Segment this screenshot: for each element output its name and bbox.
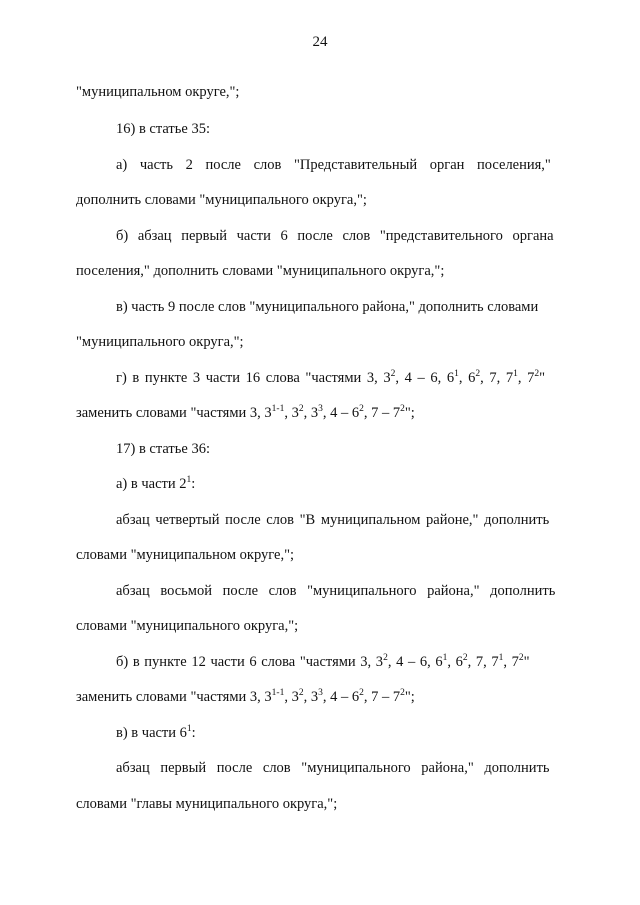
paragraph-line: а) часть 2 после слов "Представительный орган поселения,": [116, 157, 551, 173]
paragraph-line: в) часть 9 после слов "муниципального района," дополнить словами: [116, 299, 539, 315]
paragraph-line: в) в части $6^1$:: [116, 724, 196, 741]
paragraph-line: поселения," дополнить словами "муниципального округа,";: [76, 263, 445, 279]
paragraph-line: г) в пункте 3 части 16 слова "частями 3, $3^2$, 4 – 6, $6^1$, $6^2$, 7, $7^1$, $7^2$": [116, 369, 546, 386]
paragraph-line: абзац восьмой после слов "муниципального района," дополнить: [116, 583, 556, 599]
paragraph-line: дополнить словами "муниципального округа,";: [76, 192, 367, 208]
paragraph-line: а) в части $2^1$:: [116, 475, 196, 492]
paragraph-line: б) абзац первый части 6 после слов "представительного органа: [116, 228, 554, 244]
paragraph-line: абзац четвертый после слов "В муниципальном районе," дополнить: [116, 512, 550, 528]
paragraph-line: абзац первый после слов "муниципального района," дополнить: [116, 760, 550, 776]
page-number: 24: [312, 34, 328, 50]
paragraph-line: "муниципального округа,";: [76, 334, 244, 350]
paragraph-line: заменить словами "частями 3, 3$^{1-1}$, $3^2$, $3^3$, $4 - 6^2$, $7 - 7^2$";: [76, 688, 415, 705]
paragraph-line: "муниципальном округе,";: [76, 84, 240, 100]
paragraph-line: б) в пункте 12 части 6 слова "частями 3, $3^2$, 4 – 6, $6^1$, $6^2$, 7, $7^1$, $7^2$": [116, 653, 530, 670]
item-heading-17: 17) в статье 36:: [116, 441, 210, 457]
item-heading-16: 16) в статье 35:: [116, 121, 210, 137]
paragraph-line: словами "муниципальном округе,";: [76, 547, 295, 563]
paragraph-line: заменить словами "частями 3, 3$^{1-1}$, $3^2$, $3^3$, $4 - 6^2$, $7 - 7^2$";: [76, 404, 415, 421]
paragraph-line: словами "муниципального округа,";: [76, 618, 299, 634]
paragraph-line: словами "главы муниципального округа,";: [76, 796, 338, 812]
